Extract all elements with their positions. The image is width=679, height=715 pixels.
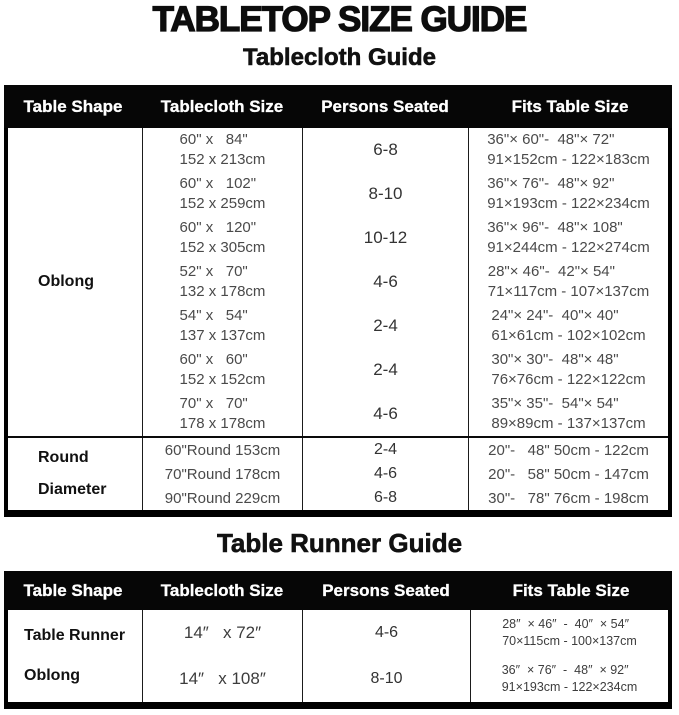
runner-header-row — [4, 571, 672, 610]
persons-cell: 4-6 — [302, 260, 468, 304]
fits-cell — [470, 610, 668, 656]
fits-inches: 36″ × 76″ - 48″ × 92″ — [501, 663, 629, 677]
shape-label-table-runner: Table Runner — [24, 627, 126, 644]
persons-cell: 2-4 — [302, 304, 468, 348]
shape-cell-oblong: Oblong — [38, 273, 94, 290]
size-cm: 152 x 152cm — [179, 371, 266, 388]
round-section — [8, 438, 668, 510]
persons-cell: 6-8 — [302, 486, 468, 510]
fits-inches: 28″ × 46″ - 40″ × 54″ — [502, 617, 630, 631]
size-inches: 60" x 60" — [179, 351, 248, 368]
size-inches: 60" x 102" — [179, 175, 257, 192]
header-cell-fits-table-size: Fits Table Size — [512, 580, 630, 600]
persons-cell: 10-12 — [302, 216, 468, 260]
header-cell-tablecloth-size: Tablecloth Size — [160, 580, 284, 600]
fits-cell — [468, 304, 668, 348]
fits-cm: 70×115cm - 100×137cm — [502, 634, 637, 648]
size-cell — [142, 260, 302, 304]
fits-cm: 61×61cm - 102×102cm — [491, 327, 646, 344]
fits-cm: 91×152cm - 122×183cm — [487, 151, 650, 168]
fits-inches: 28"× 46"- 42"× 54" — [487, 263, 615, 280]
runner-section — [8, 610, 668, 702]
table-runner-table — [4, 571, 672, 709]
size-cm: 137 x 137cm — [179, 327, 266, 344]
persons-cell: 4-6 — [302, 392, 468, 436]
size-cell: 70"Round 178cm — [142, 462, 302, 486]
header-cell-tablecloth-size: Tablecloth Size — [160, 96, 284, 116]
persons-cell: 6-8 — [302, 128, 468, 172]
header-cell-table-shape: Table Shape — [23, 580, 123, 600]
fits-cell: 30"- 78" 76cm - 198cm — [468, 486, 668, 510]
shape-label-round: Round — [38, 449, 89, 466]
fits-cell — [468, 128, 668, 172]
fits-cell: 20"- 58" 50cm - 147cm — [468, 462, 668, 486]
persons-cell: 2-4 — [302, 438, 468, 462]
fits-cm: 91×244cm - 122×274cm — [487, 239, 650, 256]
runner-table-body — [4, 610, 672, 709]
size-cm: 178 x 178cm — [179, 415, 266, 432]
persons-cell: 4-6 — [302, 610, 470, 656]
fits-cell — [468, 392, 668, 436]
size-inches: 60" x 120" — [179, 219, 257, 236]
fits-inches: 30"× 30"- 48"× 48" — [491, 351, 619, 368]
size-cell — [142, 348, 302, 392]
size-cell — [142, 172, 302, 216]
persons-cell: 8-10 — [302, 172, 468, 216]
fits-cm: 89×89cm - 137×137cm — [491, 415, 646, 432]
fits-inches: 36"× 60"- 48"× 72" — [487, 131, 615, 148]
tablecloth-table-body — [4, 128, 672, 517]
persons-cell: 2-4 — [302, 348, 468, 392]
size-cm: 152 x 213cm — [179, 151, 266, 168]
persons-cell: 4-6 — [302, 462, 468, 486]
fits-cm: 76×76cm - 122×122cm — [491, 371, 646, 388]
size-inches: 52" x 70" — [179, 263, 248, 280]
fits-inches: 24"× 24"- 40"× 40" — [491, 307, 619, 324]
size-cell: 90"Round 229cm — [142, 486, 302, 510]
shape-label-diameter: Diameter — [38, 481, 107, 498]
shape-label-oblong: Oblong — [24, 667, 80, 684]
size-cell — [142, 216, 302, 260]
fits-cm: 91×193cm - 122×234cm — [487, 195, 650, 212]
fits-cell — [468, 172, 668, 216]
size-inches: 54" x 54" — [179, 307, 248, 324]
fits-cell — [470, 656, 668, 702]
fits-cm: 91×193cm - 122×234cm — [501, 680, 638, 694]
fits-cell — [468, 260, 668, 304]
tablecloth-guide-title: Tablecloth Guide — [243, 44, 436, 71]
shape-cell-round-diameter — [8, 438, 142, 510]
fits-inches: 36"× 76"- 48"× 92" — [487, 175, 615, 192]
size-cell: 60"Round 153cm — [142, 438, 302, 462]
size-cm: 152 x 305cm — [179, 239, 266, 256]
size-cm: 152 x 259cm — [179, 195, 266, 212]
tablecloth-table — [4, 85, 672, 517]
size-cell: 14″ x 72″ — [142, 610, 302, 656]
size-cell: 14″ x 108″ — [142, 656, 302, 702]
fits-inches: 35"× 35"- 54"× 54" — [491, 395, 619, 412]
tablecloth-header-row — [4, 85, 672, 128]
header-cell-persons-seated: Persons Seated — [322, 580, 450, 600]
size-cm: 132 x 178cm — [179, 283, 266, 300]
fits-cell — [468, 348, 668, 392]
size-cell — [142, 304, 302, 348]
fits-cell: 20"- 48" 50cm - 122cm — [468, 438, 668, 462]
size-cell — [142, 392, 302, 436]
oblong-section — [8, 128, 668, 436]
runner-guide-title: Table Runner Guide — [216, 528, 463, 558]
persons-cell: 8-10 — [302, 656, 470, 702]
fits-cell — [468, 216, 668, 260]
header-cell-table-shape: Table Shape — [23, 96, 123, 116]
size-inches: 70" x 70" — [179, 395, 248, 412]
fits-cm: 71×117cm - 107×137cm — [487, 283, 650, 300]
header-cell-fits-table-size: Fits Table Size — [511, 96, 629, 116]
fits-inches: 36"× 96"- 48"× 108" — [487, 219, 623, 236]
header-cell-persons-seated: Persons Seated — [321, 96, 449, 116]
size-inches: 60" x 84" — [179, 131, 248, 148]
page-title: TABLETOP SIZE GUIDE — [152, 0, 527, 39]
size-cell — [142, 128, 302, 172]
shape-cell-table-runner — [8, 610, 142, 702]
